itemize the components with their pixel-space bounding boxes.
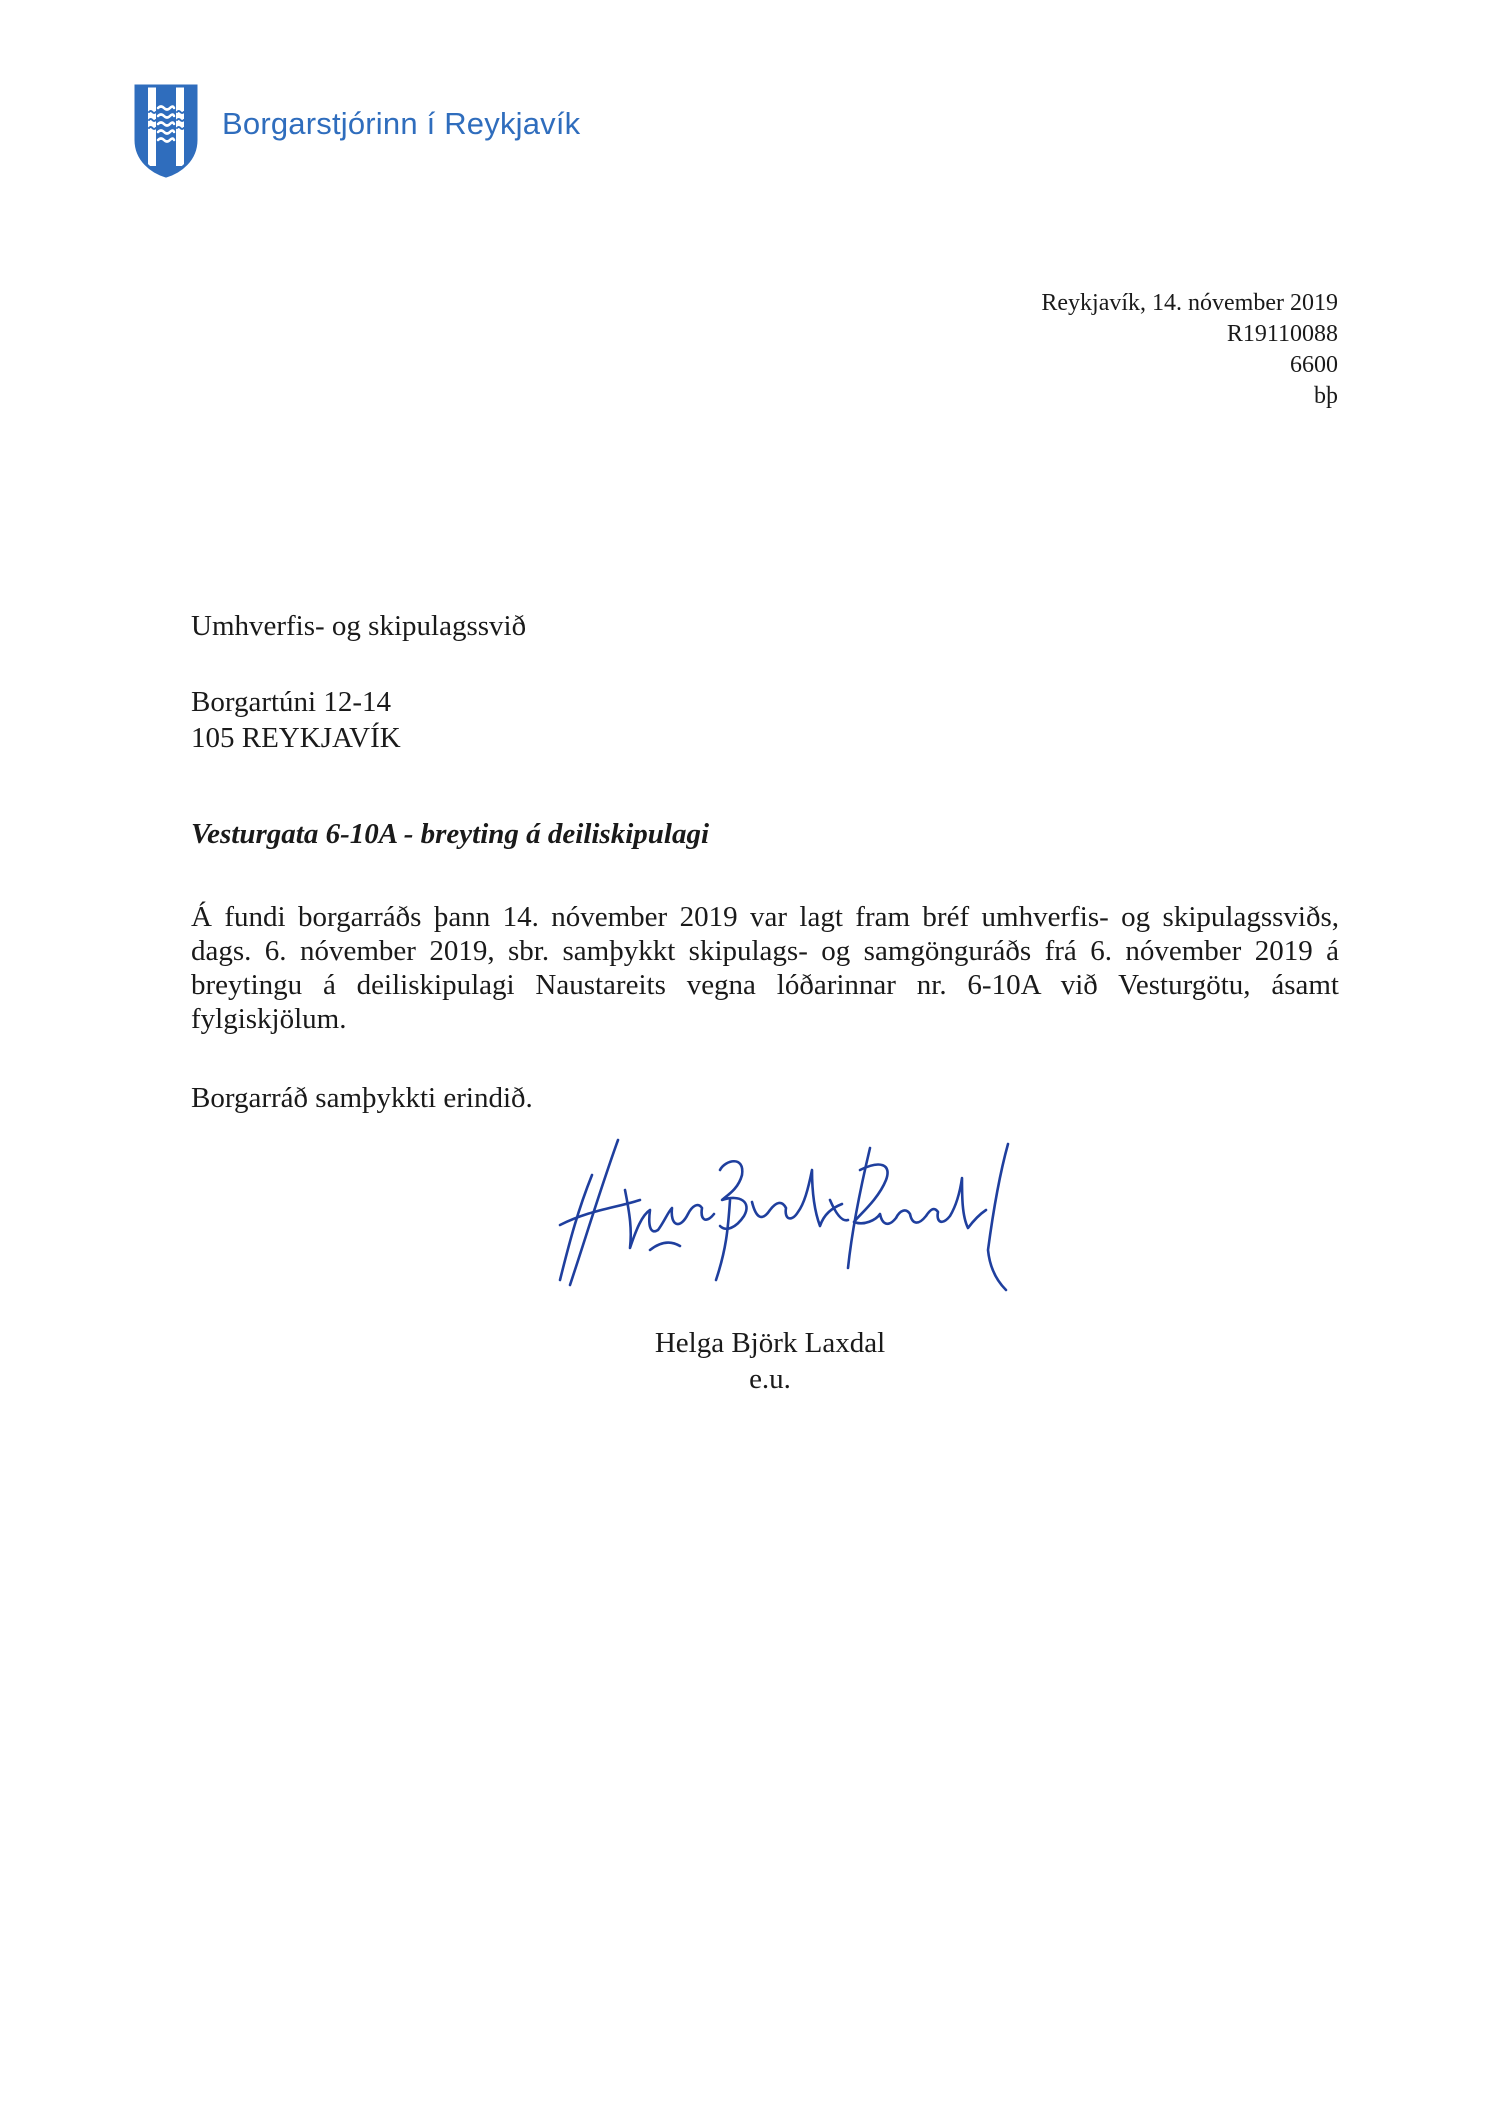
reykjavik-crest-icon	[134, 82, 198, 178]
signer-title: e.u.	[749, 1363, 791, 1395]
author-initials: bþ	[1314, 383, 1338, 409]
case-code: 6600	[1290, 352, 1338, 378]
signer-block	[560, 1325, 980, 1397]
letter-closing: Borgarráð samþykkti erindið.	[191, 1082, 533, 1114]
letter-body: Á fundi borgarráðs þann 14. nóvember 2019 var lagt fram bréf umhverfis- og skipulagssviðs, dags. 6. nóvember 2019, sbr. samþykkt skipulags- og samgönguráðs frá 6. nóvember 2019 á breytingu á deiliskipulagi Naustareits vegna lóðarinnar nr. 6-10A við Vesturgötu, ásamt fylgiskjölum.	[191, 901, 1339, 1035]
organization-name: Borgarstjórinn í Reykjavík	[222, 106, 581, 141]
recipient-street: Borgartúni 12-14	[191, 686, 392, 718]
signer-name: Helga Björk Laxdal	[654, 1327, 886, 1359]
recipient-city: 105 REYKJAVÍK	[191, 722, 401, 754]
recipient-address	[191, 608, 526, 756]
letterhead	[134, 82, 580, 178]
letter-subject: Vesturgata 6-10A - breyting á deiliskipulagi	[191, 818, 710, 850]
place-date: Reykjavík, 14. nóvember 2019	[1041, 290, 1338, 316]
recipient-department: Umhverfis- og skipulagssvið	[191, 610, 527, 642]
letter-meta	[1041, 288, 1338, 412]
handwritten-signature	[530, 1130, 1030, 1300]
reference-number: R19110088	[1226, 321, 1338, 347]
